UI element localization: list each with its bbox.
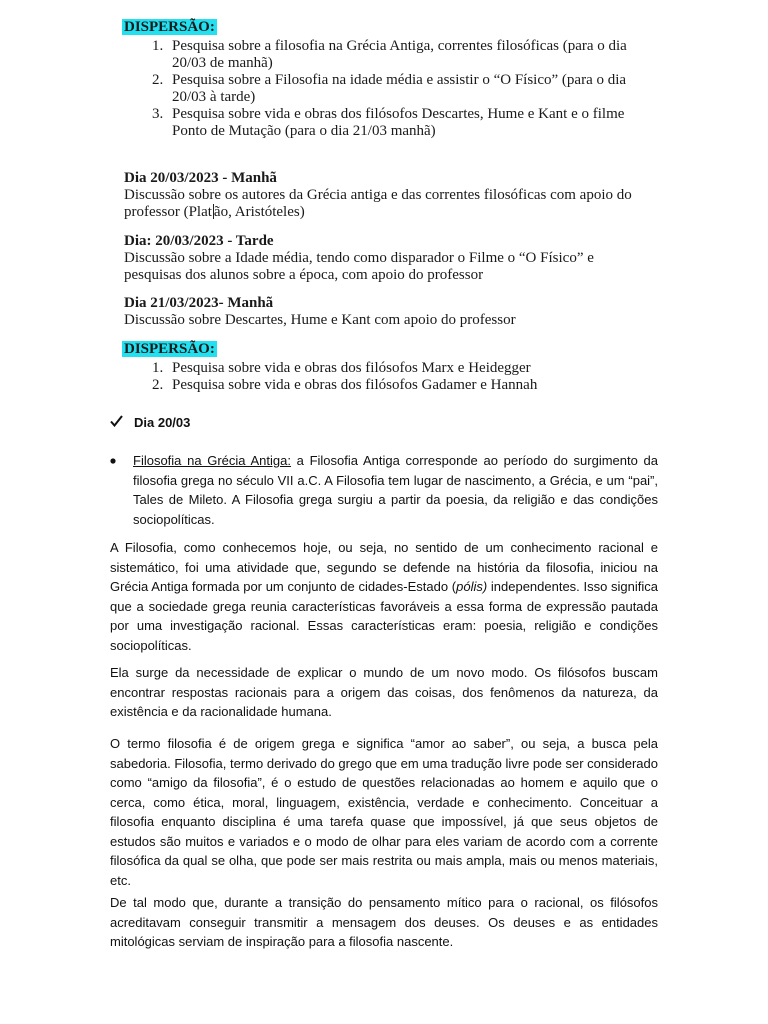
bullet-body: a Filosofia Antiga corresponde ao período do surgimento da filosofia grega no século VII a.C. A Filosofia tem lugar de nascimento, a Grécia, e um “pai”, Tales de Mileto. A Filosofia grega surgiu a partir da poesia, da religião e das condições sociopolíticas.: [133, 453, 658, 527]
checklist-heading: [110, 413, 190, 433]
list-item: 1. Pesquisa sobre vida e obras dos filósofos Marx e Heidegger: [167, 360, 662, 377]
checklist-heading-text: Dia 20/03: [134, 415, 191, 430]
dispersao-heading-1: DISPERSÃO:: [124, 19, 215, 35]
day-text-part: Discussão sobre os autores da Grécia antiga e das correntes filosóficas com apoio do professor (Plat: [124, 187, 632, 220]
list-item: 3. Pesquisa sobre vida e obras dos filósofos Descartes, Hume e Kant e o filme Ponto de Mutação (para o dia 21/03 manhã): [167, 106, 662, 140]
bullet-dot-icon: [109, 451, 117, 476]
dispersao-heading-2: DISPERSÃO:: [124, 341, 215, 357]
paragraph-part: independentes. Isso significa que a sociedade grega reunia características favoráveis a essa forma de expressão pautada por uma investigação racional. Essas características eram: poesia, religião e condições sociopolíticas.: [110, 579, 658, 653]
paragraph-1: [110, 538, 658, 655]
list-item: 2. Pesquisa sobre a Filosofia na idade média e assistir o “O Físico” (para o dia 20/03 à tarde): [167, 72, 662, 106]
day-block-2: [124, 233, 644, 284]
bullet-text: [133, 451, 658, 529]
dispersao-list-1: [122, 38, 662, 140]
paragraph-part: A Filosofia, como conhecemos hoje, ou seja, no sentido de um conhecimento racional e sistemático, foi uma atividade que, segundo se defende na história da filosofia, iniciou na Grécia Antiga formada por um conjunto de cidades-Estado (: [110, 540, 658, 594]
dispersao-list-2: [122, 360, 662, 394]
day-text-part: ão, Aristóteles): [213, 204, 305, 220]
day-description: Discussão sobre Descartes, Hume e Kant com apoio do professor: [124, 312, 516, 328]
day-description: [124, 187, 644, 221]
list-item: 2. Pesquisa sobre vida e obras dos filósofos Gadamer e Hannah: [167, 377, 662, 394]
dispersao-block-2: [122, 341, 662, 394]
day-block-3: [124, 295, 644, 329]
paragraph-2: Ela surge da necessidade de explicar o mundo de um novo modo. Os filósofos buscam encontrar respostas racionais para a origem das coisas, dos fenômenos da natureza, da existência e da racionalidade humana.: [110, 665, 658, 719]
bullet-item: [109, 451, 658, 529]
check-mark-icon: [110, 413, 124, 433]
day-title: Dia 21/03/2023- Manhã: [124, 295, 274, 311]
paragraph-4: De tal modo que, durante a transição do pensamento mítico para o racional, os filósofos acreditavam conseguir transmitir a mensagem dos deuses. Os deuses e as entidades mitológicas serviam de inspiração para a filosofia nascente.: [110, 895, 658, 949]
paragraph-3: O termo filosofia é de origem grega e significa “amor ao saber”, ou seja, a busca pela sabedoria. Filosofia, termo derivado do grego que em uma tradução livre pode ser considerado como “amigo da filosofia”, é o estudo de questões relacionadas ao homem e aquilo que o cerca, como ética, moral, linguagem, existência, verdade e conhecimento. Conceituar a filosofia enquanto disciplina é uma tarefa quase que impossível, já que seus objetos de estudos são muitos e variados e o modo de olhar para eles variam de acordo com a corrente filosófica da qual se olha, que pode ser mais restrita ou mais ampla, mais ou menos materiais, etc.: [110, 736, 658, 888]
day-title: Dia 20/03/2023 - Manhã: [124, 170, 277, 186]
list-item: 1. Pesquisa sobre a filosofia na Grécia Antiga, correntes filosóficas (para o dia 20/03 de manhã): [167, 38, 662, 72]
day-title: Dia: 20/03/2023 - Tarde: [124, 233, 274, 249]
bullet-term: Filosofia na Grécia Antiga:: [133, 453, 291, 468]
paragraph-italic: pólis): [456, 579, 488, 594]
day-description: Discussão sobre a Idade média, tendo como disparador o Filme o “O Físico” e pesquisas dos alunos sobre a época, com apoio do professor: [124, 250, 594, 283]
day-block-1: [124, 170, 644, 221]
dispersao-block-1: [122, 19, 662, 140]
